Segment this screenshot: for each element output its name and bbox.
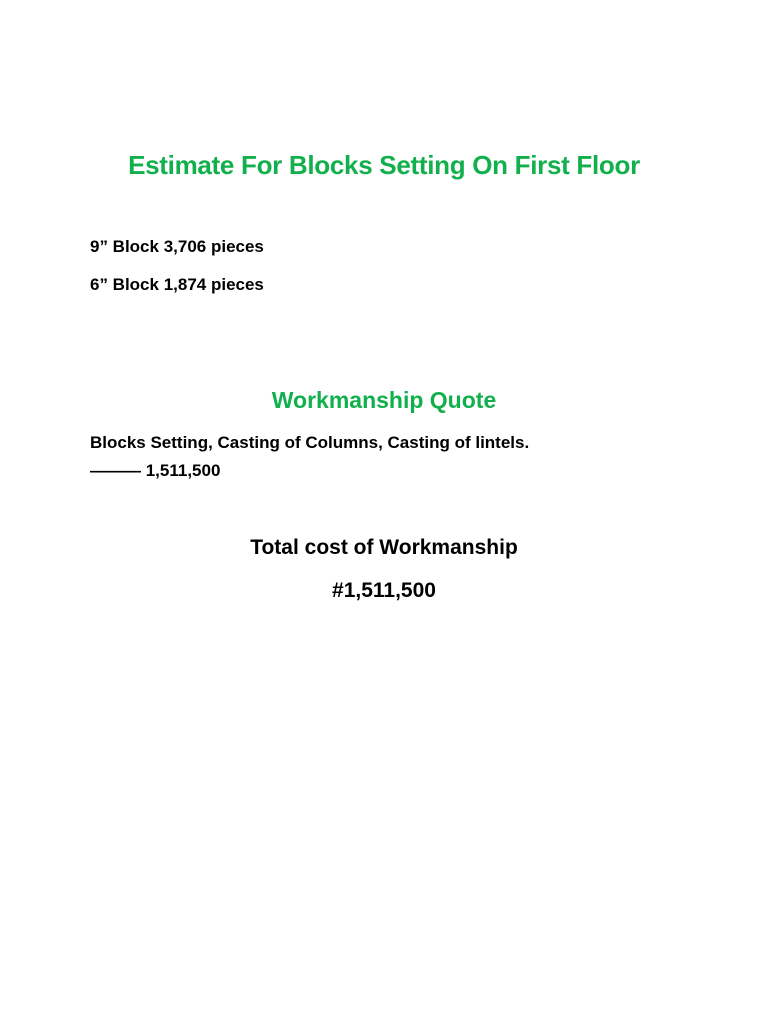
workmanship-amount: ——— 1,511,500 <box>90 461 221 480</box>
workmanship-description: Blocks Setting, Casting of Columns, Casting of lintels. <box>90 433 530 452</box>
document-title: Estimate For Blocks Setting On First Floor <box>128 150 640 180</box>
total-cost-amount: #1,511,500 <box>332 579 436 602</box>
total-cost-label: Total cost of Workmanship <box>250 536 518 559</box>
workmanship-heading: Workmanship Quote <box>271 387 497 413</box>
block-line-9-inch: 9” Block 3,706 pieces <box>90 237 264 256</box>
block-line-6-inch: 6” Block 1,874 pieces <box>90 275 264 294</box>
